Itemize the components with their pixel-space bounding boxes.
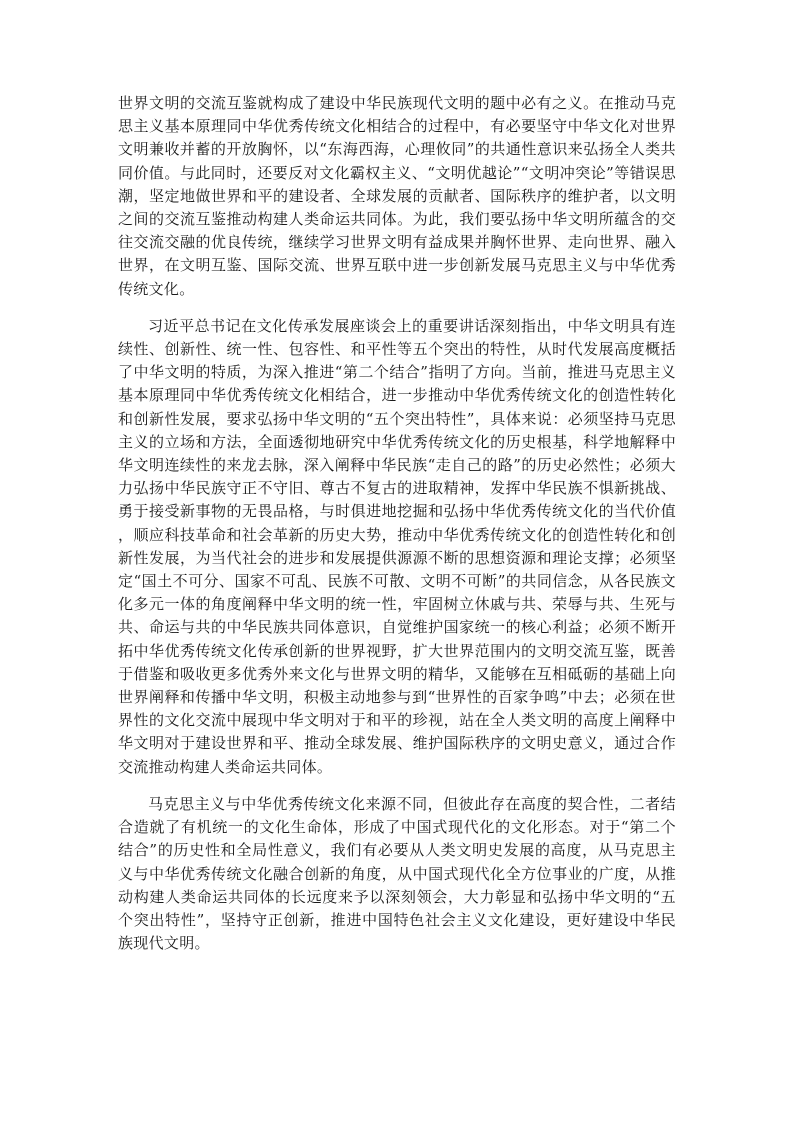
paragraph-civilization-exchange: 世界文明的交流互鉴就构成了建设中华民族现代文明的题中必有之义。在推动马克思主义基本原理同中华优秀传统文化相结合的过程中，有必要坚守中华文化对世界文明兼收并蓄的开放胸怀，以“东海西海，心理攸同”的共通性意识来弘扬全人类共同价值。与此同时，还要反对文化霸权主义、“文明优越论”“文明冲突论”等错误思潮，坚定地做世界和平的建设者、全球发展的贡献者、国际秩序的维护者，以文明之间的交流互鉴推动构建人类命运共同体。为此，我们要弘扬中华文明所蕴含的交往交流交融的优良传统，继续学习世界文明有益成果并胸怀世界、走向世界、融入世界，在文明互鉴、国际交流、世界互联中进一步创新发展马克思主义与中华优秀传统文化。 (118, 94, 676, 298)
paragraph-five-characteristics: 习近平总书记在文化传承发展座谈会上的重要讲话深刻指出，中华文明具有连续性、创新性、统一性、包容性、和平性等五个突出的特性，从时代发展高度概括了中华文明的特质，为深入推进“第二个结合”指明了方向。当前，推进马克思主义基本原理同中华优秀传统文化相结合，进一步推动中华优秀传统文化的创造性转化和创新性发展，要求弘扬中华文明的“五个突出特性”，具体来说：必须坚持马克思主义的立场和方法，全面透彻地研究中华优秀传统文化的历史根基，科学地解释中华文明连续性的来龙去脉，深入阐释中华民族“走自己的路”的历史必然性；必须大力弘扬中华民族守正不守旧、尊古不复古的进取精神，发挥中华民族不惧新挑战、勇于接受新事物的无畏品格，与时俱进地挖掘和弘扬中华优秀传统文化的当代价值，顺应科技革命和社会革新的历史大势，推动中华优秀传统文化的创造性转化和创新性发展，为当代社会的进步和发展提供源源不断的思想资源和理论支撑；必须坚定“国土不可分、国家不可乱、民族不可散、文明不可断”的共同信念，从各民族文化多元一体的角度阐释中华文明的统一性，牢固树立休戚与共、荣辱与共、生死与共、命运与共的中华民族共同体意识，自觉维护国家统一的核心利益；必须不断开拓中华优秀传统文化传承创新的世界视野，扩大世界范围内的文明交流互鉴，既善于借鉴和吸收更多优秀外来文化与世界文明的精华，又能够在互相砥砺的基础上向世界阐释和传播中华文明，积极主动地参与到“世界性的百家争鸣”中去；必须在世界性的文化交流中展现中华文明对于和平的珍视，站在全人类文明的高度上阐释中华文明对于建设世界和平、推动全球发展、维护国际秩序的文明史意义，通过合作交流推动构建人类命运共同体。 (118, 316, 676, 776)
document-body (118, 92, 676, 969)
paragraph-second-combination: 马克思主义与中华优秀传统文化来源不同，但彼此存在高度的契合性，二者结合造就了有机统一的文化生命体，形成了中国式现代化的文化形态。对于“第二个结合”的历史性和全局性意义，我们有必要从人类文明史发展的高度，从马克思主义与中华优秀传统文化融合创新的角度，从中国式现代化全方位事业的广度，从推动构建人类命运共同体的长远度来予以深刻领会，大力彰显和弘扬中华文明的“五个突出特性”，坚持守正创新，推进中国特色社会主义文化建设，更好建设中华民族现代文明。 (118, 794, 676, 953)
